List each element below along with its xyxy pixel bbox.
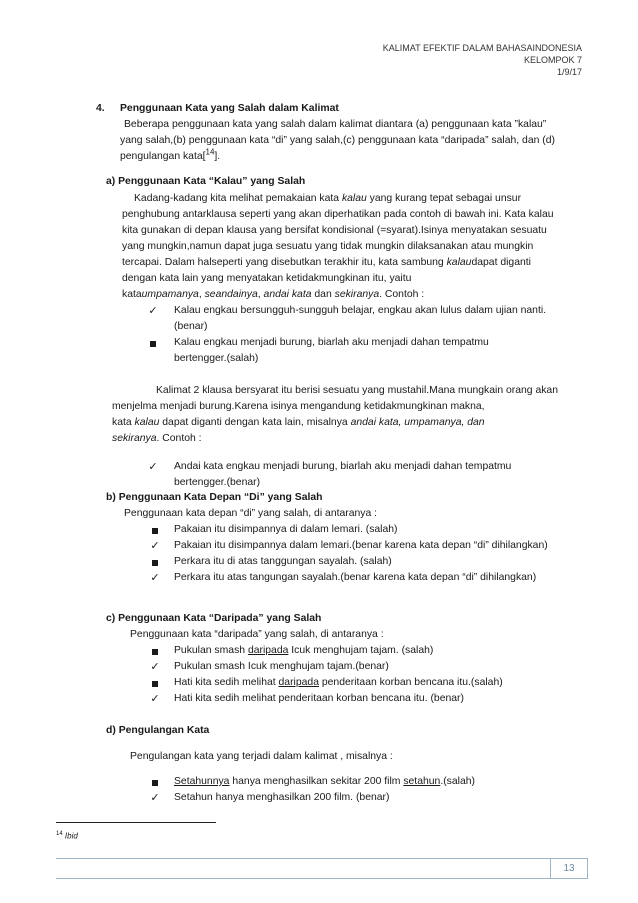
para-a2-line-3: kata kalau dapat diganti dengan kata lain, misalnya andai kata, umpamanya, dan bbox=[112, 417, 485, 428]
square-bullet-icon bbox=[152, 681, 158, 687]
subheading-a: a) Penggunaan Kata “Kalau” yang Salah bbox=[106, 176, 306, 187]
square-bullet-icon bbox=[152, 649, 158, 655]
section-intro-line-2: yang salah,(b) penggunaan kata “di” yang salah,(c) penggunaan kata “daripada” salah, dan (d) bbox=[120, 135, 555, 146]
check-icon: ✓ bbox=[150, 571, 160, 584]
footnote bbox=[56, 828, 78, 843]
example-a3-line-1: Andai kata engkau menjadi burung, biarlah aku menjadi dahan tempatmu bbox=[174, 461, 512, 472]
check-icon: ✓ bbox=[150, 791, 160, 804]
para-a2-line-1: Kalimat 2 klausa bersyarat itu berisi sesuatu yang mustahil.Mana mungkain orang akan bbox=[156, 385, 558, 396]
page-number: 13 bbox=[550, 858, 588, 879]
list-item-b3: Perkara itu di atas tanggungan sayalah. (salah) bbox=[174, 556, 392, 567]
header-date: 1/9/17 bbox=[556, 67, 582, 77]
square-bullet-icon bbox=[152, 780, 158, 786]
example-a3-line-2: bertengger.(benar) bbox=[174, 477, 261, 488]
example-a2-line-1: Kalau engkau menjadi burung, biarlah aku menjadi dahan tempatmu bbox=[174, 337, 489, 348]
section-intro-line-1: Beberapa penggunaan kata yang salah dalam kalimat diantara (a) penggunaan kata ”kalau” bbox=[124, 119, 547, 130]
list-item-b2: Pakaian itu disimpannya dalam lemari.(benar karena kata depan “di” dihilangkan) bbox=[174, 540, 548, 551]
para-a2-line-2: menjelma menjadi burung.Karena isinya mengandung ketidakmungkinan makna, bbox=[112, 401, 485, 412]
section-number: 4. bbox=[96, 103, 105, 114]
list-item-c2: Pukulan smash Icuk menghujam tajam.(benar) bbox=[174, 661, 389, 672]
subheading-c: c) Penggunaan Kata “Daripada” yang Salah bbox=[106, 613, 322, 624]
para-a-line-7: kataumpamanya, seandainya, andai kata dan sekiranya. Contoh : bbox=[122, 289, 425, 300]
list-item-c3: Hati kita sedih melihat daripada penderitaan korban bencana itu.(salah) bbox=[174, 677, 503, 688]
square-bullet-icon bbox=[152, 560, 158, 566]
running-header bbox=[383, 42, 582, 78]
example-a1-line-1: Kalau engkau bersungguh-sungguh belajar, engkau akan lulus dalam ujian nanti. bbox=[174, 305, 547, 316]
intro-d: Pengulangan kata yang terjadi dalam kalimat , misalnya : bbox=[130, 751, 393, 762]
subheading-b: b) Penggunaan Kata Depan “Di” yang Salah bbox=[106, 492, 323, 503]
list-item-c1: Pukulan smash daripada Icuk menghujam tajam. (salah) bbox=[174, 645, 434, 656]
square-bullet-icon bbox=[150, 341, 156, 347]
list-item-d1: Setahunnya hanya menghasilkan sekitar 200 film setahun.(salah) bbox=[174, 776, 475, 787]
list-item-c4: Hati kita sedih melihat penderitaan korban bencana itu. (benar) bbox=[174, 693, 464, 704]
subheading-d: d) Pengulangan Kata bbox=[106, 725, 210, 736]
example-a2-line-2: bertengger.(salah) bbox=[174, 353, 259, 364]
section-heading: Penggunaan Kata yang Salah dalam Kalimat bbox=[120, 103, 339, 114]
check-icon: ✓ bbox=[150, 660, 160, 673]
square-bullet-icon bbox=[152, 528, 158, 534]
para-a-line-6: dengan kata lain yang menyatakan ketidakmungkinan itu, yaitu bbox=[122, 273, 412, 284]
para-a-line-4: yang mungkin,namun dapat juga sesuatu yang tidak mungkin dilaksanakan atau mungkin bbox=[122, 241, 534, 252]
para-a2-line-4: sekiranya. Contoh : bbox=[112, 433, 202, 444]
header-title: KALIMAT EFEKTIF DALAM BAHASAINDONESIA bbox=[382, 43, 582, 53]
para-a-line-2: penghubung antarklausa seperti yang akan diperhatikan pada contoh di bawah ini. Kata kalau bbox=[122, 209, 554, 220]
check-icon: ✓ bbox=[150, 692, 160, 705]
footnote-separator bbox=[56, 822, 216, 823]
section-intro-line-3: pengulangan kata[$^{14}$]. bbox=[120, 147, 221, 162]
intro-b: Penggunaan kata depan “di” yang salah, di antaranya : bbox=[124, 508, 378, 519]
header-group: KELOMPOK 7 bbox=[523, 55, 582, 65]
footnote-text: Ibid bbox=[64, 831, 78, 841]
footnote-number: 14 bbox=[56, 831, 63, 837]
check-icon: ✓ bbox=[148, 304, 158, 317]
para-a-line-1: Kadang-kadang kita melihat pemakaian kata kalau yang kurang tepat sebagai unsur bbox=[134, 193, 522, 204]
para-a-line-5: tercapai. Dalam halseperti yang disebutkan terakhir itu, kata sambung kalaudapat diganti bbox=[122, 257, 531, 268]
example-a1-line-2: (benar) bbox=[174, 321, 208, 332]
check-icon: ✓ bbox=[150, 539, 160, 552]
footnote-reference[interactable]: 14 bbox=[205, 147, 215, 157]
list-item-b1: Pakaian itu disimpannya di dalam lemari. (salah) bbox=[174, 524, 398, 535]
para-a-line-3: kita gunakan di depan klausa yang bersifat kondisional (=syarat).Isinya menyatakan sesuatu bbox=[122, 225, 547, 236]
list-item-d2: Setahun hanya menghasilkan 200 film. (benar) bbox=[174, 792, 390, 803]
check-icon: ✓ bbox=[148, 460, 158, 473]
page-footer bbox=[56, 858, 588, 879]
intro-c: Penggunaan kata “daripada” yang salah, di antaranya : bbox=[130, 629, 384, 640]
list-item-b4: Perkara itu atas tangungan sayalah.(benar karena kata depan “di” dihilangkan) bbox=[174, 572, 537, 583]
